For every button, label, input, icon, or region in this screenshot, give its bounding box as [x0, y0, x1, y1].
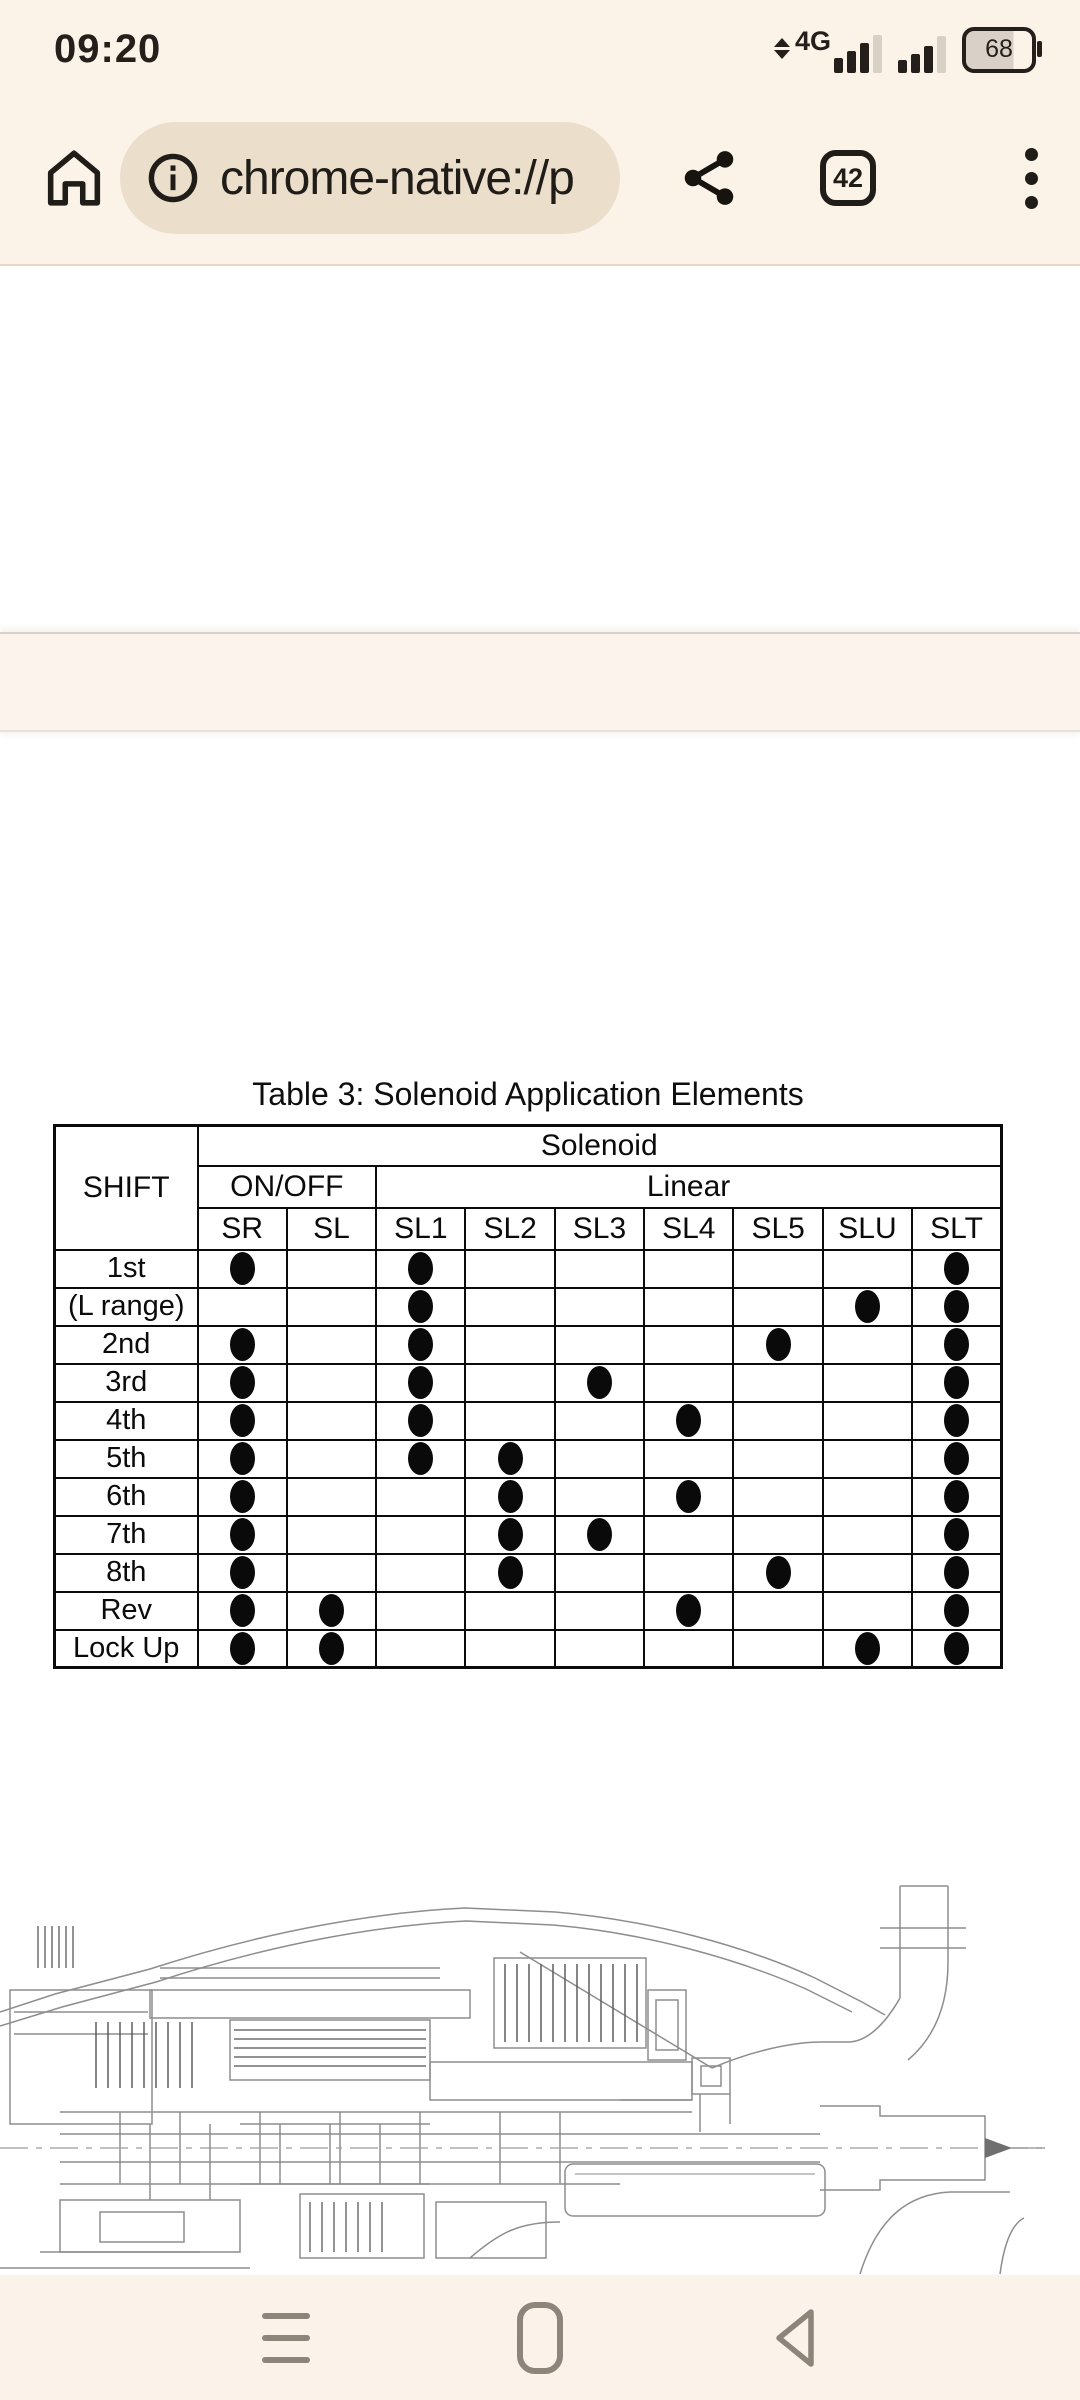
- applied-dot: [498, 1518, 523, 1551]
- table-row: [55, 1288, 1002, 1326]
- solenoid-cell-sl5: [733, 1630, 822, 1668]
- shift-row-label: (L range): [55, 1288, 198, 1326]
- signal-bars-icon: [898, 36, 946, 73]
- solenoid-cell-sl3: [555, 1478, 644, 1516]
- solenoid-cell-sr: [198, 1592, 287, 1630]
- solenoid-cell-sl3: [555, 1250, 644, 1288]
- solenoid-cell-sl4: [644, 1402, 733, 1440]
- tab-switcher-button[interactable]: [820, 150, 876, 206]
- solenoid-cell-slt: [912, 1288, 1001, 1326]
- solenoid-cell-slt: [912, 1516, 1001, 1554]
- solenoid-cell-sr: [198, 1288, 287, 1326]
- applied-dot: [408, 1442, 433, 1475]
- applied-dot: [498, 1442, 523, 1475]
- solenoid-cell-slu: [823, 1402, 912, 1440]
- shift-row-label: 8th: [55, 1554, 198, 1592]
- solenoid-cell-sl5: [733, 1364, 822, 1402]
- overflow-menu-button[interactable]: [1019, 142, 1044, 215]
- solenoid-cell-slt: [912, 1250, 1001, 1288]
- solenoid-cell-sl1: [376, 1554, 465, 1592]
- status-icons: [774, 26, 1036, 73]
- solenoid-header: Solenoid: [198, 1126, 1002, 1166]
- solenoid-cell-slt: [912, 1326, 1001, 1364]
- solenoid-cell-sl2: [465, 1288, 554, 1326]
- applied-dot: [230, 1632, 255, 1665]
- solenoid-cell-sl: [287, 1554, 376, 1592]
- share-button[interactable]: [674, 143, 744, 213]
- applied-dot: [498, 1556, 523, 1589]
- solenoid-cell-slt: [912, 1630, 1001, 1668]
- solenoid-cell-slu: [823, 1250, 912, 1288]
- browser-toolbar: [0, 92, 1080, 266]
- solenoid-cell-sl4: [644, 1630, 733, 1668]
- solenoid-cell-sl4: [644, 1250, 733, 1288]
- nav-menu-button[interactable]: [256, 2298, 316, 2378]
- solenoid-cell-sl1: [376, 1478, 465, 1516]
- solenoid-cell-slu: [823, 1440, 912, 1478]
- column-header-sl3: SL3: [555, 1208, 644, 1250]
- shift-row-label: 6th: [55, 1478, 198, 1516]
- solenoid-cell-sl4: [644, 1554, 733, 1592]
- solenoid-cell-sl4: [644, 1478, 733, 1516]
- solenoid-cell-slu: [823, 1288, 912, 1326]
- solenoid-cell-sl: [287, 1288, 376, 1326]
- column-header-sl: SL: [287, 1208, 376, 1250]
- solenoid-cell-sl1: [376, 1440, 465, 1478]
- solenoid-cell-sl3: [555, 1554, 644, 1592]
- shift-header: SHIFT: [55, 1126, 198, 1250]
- applied-dot: [944, 1632, 969, 1665]
- solenoid-cell-slt: [912, 1402, 1001, 1440]
- solenoid-cell-sl5: [733, 1326, 822, 1364]
- solenoid-cell-slt: [912, 1478, 1001, 1516]
- applied-dot: [944, 1328, 969, 1361]
- applied-dot: [230, 1404, 255, 1437]
- solenoid-cell-sl4: [644, 1288, 733, 1326]
- applied-dot: [230, 1594, 255, 1627]
- battery-level: 68: [985, 35, 1013, 63]
- applied-dot: [944, 1252, 969, 1285]
- table-row: [55, 1554, 1002, 1592]
- share-icon: [677, 146, 741, 210]
- solenoid-cell-sl2: [465, 1478, 554, 1516]
- linear-group-header: Linear: [376, 1166, 1001, 1208]
- solenoid-cell-sl1: [376, 1364, 465, 1402]
- transmission-cross-section-drawing: [0, 1872, 1080, 2275]
- signal-bars-icon: [834, 35, 882, 73]
- shift-row-label: 7th: [55, 1516, 198, 1554]
- applied-dot: [408, 1328, 433, 1361]
- applied-dot: [855, 1290, 880, 1323]
- applied-dot: [944, 1518, 969, 1551]
- applied-dot: [498, 1480, 523, 1513]
- solenoid-cell-sl5: [733, 1250, 822, 1288]
- solenoid-cell-sl5: [733, 1440, 822, 1478]
- home-icon: [39, 143, 109, 213]
- table-title: Table 3: Solenoid Application Elements: [252, 1076, 804, 1112]
- shift-row-label: Lock Up: [55, 1630, 198, 1668]
- solenoid-cell-slu: [823, 1478, 912, 1516]
- nav-home-button[interactable]: [510, 2298, 570, 2378]
- solenoid-cell-sr: [198, 1402, 287, 1440]
- solenoid-cell-slu: [823, 1516, 912, 1554]
- solenoid-cell-sl1: [376, 1402, 465, 1440]
- solenoid-cell-sl1: [376, 1326, 465, 1364]
- applied-dot: [766, 1328, 791, 1361]
- applied-dot: [230, 1328, 255, 1361]
- applied-dot: [944, 1480, 969, 1513]
- applied-dot: [230, 1480, 255, 1513]
- table-row: [55, 1440, 1002, 1478]
- solenoid-cell-sl: [287, 1516, 376, 1554]
- menu-lines-icon: [262, 2313, 310, 2363]
- solenoid-cell-sr: [198, 1554, 287, 1592]
- solenoid-cell-sl4: [644, 1516, 733, 1554]
- solenoid-cell-sl5: [733, 1554, 822, 1592]
- table-row: [55, 1364, 1002, 1402]
- applied-dot: [676, 1404, 701, 1437]
- applied-dot: [230, 1366, 255, 1399]
- solenoid-cell-sl1: [376, 1250, 465, 1288]
- solenoid-cell-sl3: [555, 1402, 644, 1440]
- solenoid-cell-sr: [198, 1250, 287, 1288]
- applied-dot: [676, 1594, 701, 1627]
- network-indicator: [774, 26, 882, 73]
- url-bar[interactable]: [120, 122, 620, 234]
- table-header-row: [55, 1126, 1002, 1166]
- shift-row-label: Rev: [55, 1592, 198, 1630]
- solenoid-cell-sl2: [465, 1440, 554, 1478]
- applied-dot: [944, 1290, 969, 1323]
- solenoid-cell-sl4: [644, 1326, 733, 1364]
- applied-dot: [944, 1594, 969, 1627]
- applied-dot: [944, 1442, 969, 1475]
- solenoid-cell-sl5: [733, 1288, 822, 1326]
- solenoid-cell-sl1: [376, 1516, 465, 1554]
- page-info-icon: [146, 151, 200, 205]
- applied-dot: [319, 1632, 344, 1665]
- solenoid-cell-slu: [823, 1554, 912, 1592]
- solenoid-application-table: [53, 1124, 1003, 1669]
- solenoid-cell-sl: [287, 1478, 376, 1516]
- solenoid-cell-sl4: [644, 1364, 733, 1402]
- solenoid-cell-sl2: [465, 1326, 554, 1364]
- solenoid-cell-sl5: [733, 1478, 822, 1516]
- shift-row-label: 3rd: [55, 1364, 198, 1402]
- applied-dot: [408, 1404, 433, 1437]
- solenoid-cell-sl3: [555, 1630, 644, 1668]
- column-header-sr: SR: [198, 1208, 287, 1250]
- solenoid-cell-slu: [823, 1326, 912, 1364]
- table-group-row: [55, 1166, 1002, 1208]
- web-page-content: [0, 268, 1080, 2275]
- solenoid-cell-sl2: [465, 1250, 554, 1288]
- solenoid-cell-slu: [823, 1630, 912, 1668]
- solenoid-cell-sl2: [465, 1630, 554, 1668]
- battery-icon: [962, 27, 1036, 73]
- solenoid-cell-sr: [198, 1516, 287, 1554]
- nav-back-button[interactable]: [764, 2298, 824, 2378]
- solenoid-cell-slt: [912, 1554, 1001, 1592]
- solenoid-cell-sl: [287, 1440, 376, 1478]
- shift-row-label: 5th: [55, 1440, 198, 1478]
- table-row: [55, 1630, 1002, 1668]
- solenoid-cell-sl2: [465, 1516, 554, 1554]
- network-type-label: 4G: [794, 25, 831, 56]
- solenoid-cell-sl: [287, 1250, 376, 1288]
- solenoid-cell-sl1: [376, 1592, 465, 1630]
- solenoid-cell-slt: [912, 1440, 1001, 1478]
- column-header-sl2: SL2: [465, 1208, 554, 1250]
- applied-dot: [676, 1480, 701, 1513]
- solenoid-cell-sl3: [555, 1516, 644, 1554]
- shift-row-label: 1st: [55, 1250, 198, 1288]
- solenoid-cell-sl: [287, 1402, 376, 1440]
- applied-dot: [587, 1518, 612, 1551]
- table-row: [55, 1402, 1002, 1440]
- table-columns-row: [55, 1208, 1002, 1250]
- solenoid-cell-sr: [198, 1630, 287, 1668]
- solenoid-cell-sl2: [465, 1592, 554, 1630]
- table-row: [55, 1592, 1002, 1630]
- solenoid-cell-sl: [287, 1592, 376, 1630]
- applied-dot: [944, 1366, 969, 1399]
- home-pill-icon: [516, 2301, 564, 2375]
- applied-dot: [230, 1518, 255, 1551]
- solenoid-cell-sr: [198, 1326, 287, 1364]
- solenoid-cell-sl3: [555, 1440, 644, 1478]
- solenoid-cell-sl3: [555, 1326, 644, 1364]
- solenoid-cell-sr: [198, 1364, 287, 1402]
- status-bar: [0, 0, 1080, 92]
- solenoid-cell-sl2: [465, 1402, 554, 1440]
- solenoid-cell-sl3: [555, 1592, 644, 1630]
- solenoid-cell-sl5: [733, 1402, 822, 1440]
- tab-count: 42: [832, 162, 864, 193]
- column-header-sl5: SL5: [733, 1208, 822, 1250]
- column-header-sl4: SL4: [644, 1208, 733, 1250]
- back-icon: [771, 2306, 817, 2370]
- applied-dot: [408, 1252, 433, 1285]
- solenoid-table-body: [55, 1250, 1002, 1668]
- table-row: [55, 1250, 1002, 1288]
- solenoid-cell-sl: [287, 1630, 376, 1668]
- solenoid-cell-slu: [823, 1364, 912, 1402]
- solenoid-cell-sl1: [376, 1630, 465, 1668]
- table-row: [55, 1516, 1002, 1554]
- solenoid-cell-sr: [198, 1478, 287, 1516]
- applied-dot: [408, 1290, 433, 1323]
- onoff-group-header: ON/OFF: [198, 1166, 377, 1208]
- solenoid-cell-slt: [912, 1364, 1001, 1402]
- applied-dot: [766, 1556, 791, 1589]
- overflow-menu-icon: [1025, 148, 1038, 161]
- solenoid-cell-sl5: [733, 1516, 822, 1554]
- applied-dot: [230, 1252, 255, 1285]
- applied-dot: [944, 1556, 969, 1589]
- applied-dot: [230, 1442, 255, 1475]
- solenoid-cell-sl3: [555, 1288, 644, 1326]
- page-break-band: [0, 632, 1080, 732]
- clock: 09:20: [54, 26, 162, 71]
- android-nav-bar: [0, 2275, 1080, 2400]
- solenoid-cell-sl2: [465, 1364, 554, 1402]
- column-header-sl1: SL1: [376, 1208, 465, 1250]
- solenoid-cell-sl1: [376, 1288, 465, 1326]
- network-arrows-icon: [774, 38, 790, 59]
- solenoid-cell-sl4: [644, 1592, 733, 1630]
- url-text[interactable]: chrome-native://p: [220, 151, 574, 205]
- applied-dot: [408, 1366, 433, 1399]
- column-header-slu: SLU: [823, 1208, 912, 1250]
- applied-dot: [230, 1556, 255, 1589]
- solenoid-cell-sl2: [465, 1554, 554, 1592]
- table-row: [55, 1478, 1002, 1516]
- solenoid-cell-slt: [912, 1592, 1001, 1630]
- solenoid-cell-sr: [198, 1440, 287, 1478]
- solenoid-cell-sl4: [644, 1440, 733, 1478]
- column-header-slt: SLT: [912, 1208, 1001, 1250]
- solenoid-cell-sl: [287, 1326, 376, 1364]
- table-row: [55, 1326, 1002, 1364]
- applied-dot: [855, 1632, 880, 1665]
- shift-row-label: 2nd: [55, 1326, 198, 1364]
- applied-dot: [587, 1366, 612, 1399]
- solenoid-cell-sl3: [555, 1364, 644, 1402]
- home-button[interactable]: [36, 140, 112, 216]
- solenoid-cell-sl: [287, 1364, 376, 1402]
- solenoid-cell-sl5: [733, 1592, 822, 1630]
- solenoid-cell-slu: [823, 1592, 912, 1630]
- applied-dot: [319, 1594, 344, 1627]
- shift-row-label: 4th: [55, 1402, 198, 1440]
- applied-dot: [944, 1404, 969, 1437]
